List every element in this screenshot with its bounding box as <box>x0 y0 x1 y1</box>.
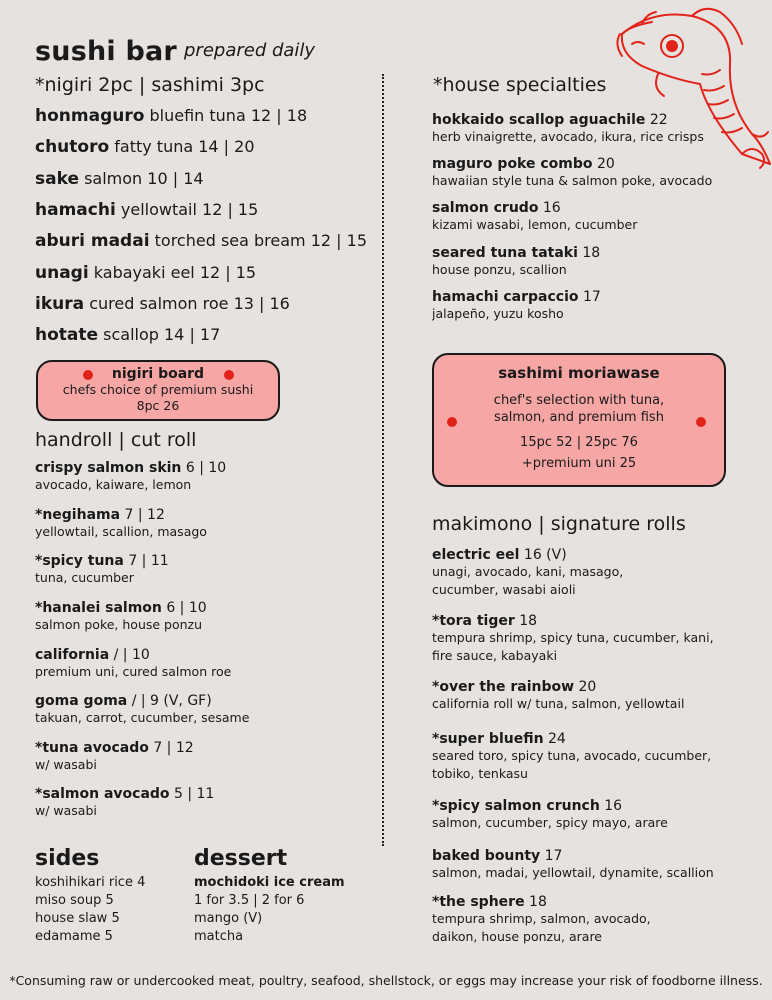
item-description: salmon poke, house ponzu <box>35 617 203 632</box>
dessert-name: mochidoki ice cream <box>194 875 345 890</box>
nigiri-board-price: 8pc 26 <box>136 398 180 413</box>
nigiri-item <box>35 169 204 189</box>
menu-item <box>432 613 714 665</box>
menu-item <box>432 547 623 599</box>
item-description: fire sauce, kabayaki <box>432 648 558 663</box>
moriawase-title: sashimi moriawase <box>498 364 660 382</box>
nigiri-name: chutoro <box>35 137 110 157</box>
nigiri-board-desc: chefs choice of premium sushi <box>62 382 254 397</box>
item-description: seared toro, spicy tuna, avocado, cucumber, <box>432 748 712 763</box>
column-divider <box>382 74 384 846</box>
menu-item <box>432 679 684 713</box>
item-title-line <box>432 245 600 261</box>
nigiri-desc: bluefin tuna 12 | 18 <box>149 106 308 125</box>
item-description: w/ wasabi <box>35 803 97 818</box>
nigiri-name: ikura <box>35 294 85 314</box>
item-name: *hanalei salmon <box>35 600 162 616</box>
moriawase-price: 15pc 52 | 25pc 76 <box>520 435 638 450</box>
menu-item <box>432 112 704 146</box>
nigiri-name: unagi <box>35 263 89 283</box>
item-price: 17 <box>582 289 601 305</box>
nigiri-desc: fatty tuna 14 | 20 <box>114 137 255 156</box>
item-description: tempura shrimp, salmon, avocado, <box>432 911 651 926</box>
item-title-line <box>432 112 704 128</box>
red-dot-icon <box>447 417 457 427</box>
item-price: 7 | 12 <box>153 740 194 756</box>
makimono-heading: makimono | signature rolls <box>432 513 686 535</box>
item-price: / | 9 (V, GF) <box>131 693 212 709</box>
item-description: salmon, cucumber, spicy mayo, arare <box>432 815 668 830</box>
item-name: *spicy tuna <box>35 553 124 569</box>
nigiri-name: aburi madai <box>35 231 150 251</box>
item-price: 24 <box>548 731 566 747</box>
moriawase-uni: +premium uni 25 <box>521 456 637 471</box>
item-name: salmon crudo <box>432 200 539 216</box>
nigiri-item <box>35 325 220 345</box>
dessert-list <box>194 874 345 946</box>
nigiri-desc: kabayaki eel 12 | 15 <box>93 263 257 282</box>
item-price: 5 | 11 <box>173 786 215 802</box>
item-description: house ponzu, scallion <box>432 262 567 277</box>
nigiri-item <box>35 231 367 251</box>
menu-item <box>35 460 226 494</box>
nigiri-name: sake <box>35 169 79 189</box>
nigiri-name: hamachi <box>35 200 116 220</box>
item-title-line <box>432 679 684 695</box>
nigiri-board-title: nigiri board <box>111 366 205 382</box>
item-name: baked bounty <box>432 848 541 864</box>
item-price: 20 <box>578 679 597 695</box>
menu-item <box>35 553 169 587</box>
menu-item <box>432 289 601 323</box>
item-title-line <box>35 740 194 756</box>
menu-item <box>432 200 637 234</box>
item-name: *the sphere <box>432 894 525 910</box>
item-description: daikon, house ponzu, arare <box>432 929 602 944</box>
item-description: w/ wasabi <box>35 757 97 772</box>
menu-subtitle: prepared daily <box>184 40 316 61</box>
item-name: *super bluefin <box>432 731 544 747</box>
item-title-line <box>432 894 651 910</box>
item-price: 18 <box>582 245 601 261</box>
menu-item <box>35 740 194 774</box>
item-price: 6 | 10 <box>166 600 207 616</box>
nigiri-name: honmaguro <box>35 106 145 126</box>
item-price: 16 <box>542 200 561 216</box>
menu-item <box>432 731 711 783</box>
item-name: crispy salmon skin <box>35 460 182 476</box>
item-name: hokkaido scallop aguachile <box>432 112 646 128</box>
moriawase-desc-2: salmon, and premium fish <box>494 410 664 425</box>
side-item: edamame 5 <box>35 929 113 944</box>
nigiri-desc: yellowtail 12 | 15 <box>120 200 259 219</box>
item-description: unagi, avocado, kani, masago, <box>432 564 624 579</box>
item-description: tobiko, tenkasu <box>432 766 528 781</box>
menu-item <box>35 647 231 681</box>
dessert-item: mango (V) <box>194 911 263 926</box>
item-description: salmon, madai, yellowtail, dynamite, scallion <box>432 865 714 880</box>
nigiri-heading: *nigiri 2pc | sashimi 3pc <box>35 74 265 96</box>
red-dot-icon <box>83 370 93 380</box>
item-price: 16 <box>604 798 623 814</box>
item-name: *tora tiger <box>432 613 515 629</box>
nigiri-item <box>35 106 307 126</box>
item-description: herb vinaigrette, avocado, ikura, rice crisps <box>432 129 704 144</box>
moriawase-box <box>432 353 726 487</box>
sides-list <box>35 874 145 946</box>
menu-item <box>432 848 714 882</box>
item-name: seared tuna tataki <box>432 245 578 261</box>
item-title-line <box>432 156 712 172</box>
item-name: *over the rainbow <box>432 679 575 695</box>
nigiri-item <box>35 263 256 283</box>
item-title-line <box>35 553 169 569</box>
item-title-line <box>35 786 214 802</box>
koi-fish-icon <box>612 4 772 172</box>
nigiri-board-box <box>36 360 280 421</box>
nigiri-name: hotate <box>35 325 99 345</box>
item-name: maguro poke combo <box>432 156 593 172</box>
item-price: 22 <box>649 112 668 128</box>
item-price: 7 | 11 <box>128 553 169 569</box>
item-price: 7 | 12 <box>124 507 165 523</box>
menu-item <box>35 600 207 634</box>
nigiri-item <box>35 137 255 157</box>
item-title-line <box>432 289 601 305</box>
dessert-heading: dessert <box>194 846 288 871</box>
item-name: electric eel <box>432 547 520 563</box>
item-title-line <box>432 848 714 864</box>
item-title-line <box>35 507 207 523</box>
item-name: *negihama <box>35 507 121 523</box>
dessert-item: 1 for 3.5 | 2 for 6 <box>194 893 305 908</box>
item-title-line <box>432 613 714 629</box>
item-name: california <box>35 647 110 663</box>
side-item: koshihikari rice 4 <box>35 875 146 890</box>
nigiri-desc: cured salmon roe 13 | 16 <box>89 294 290 313</box>
item-description: yellowtail, scallion, masago <box>35 524 207 539</box>
menu-title: sushi bar <box>35 36 177 67</box>
item-price: / | 10 <box>113 647 150 663</box>
nigiri-desc: torched sea bream 12 | 15 <box>154 231 367 250</box>
item-name: *salmon avocado <box>35 786 170 802</box>
item-name: *spicy salmon crunch <box>432 798 600 814</box>
moriawase-desc-1: chef's selection with tuna, <box>493 393 665 408</box>
item-description: avocado, kaiware, lemon <box>35 477 192 492</box>
item-name: hamachi carpaccio <box>432 289 579 305</box>
specialties-heading: *house specialties <box>433 74 607 96</box>
item-description: tempura shrimp, spicy tuna, cucumber, kani, <box>432 630 714 645</box>
item-title-line <box>35 693 249 709</box>
item-price: 18 <box>529 894 547 910</box>
item-name: goma goma <box>35 693 128 709</box>
menu-item <box>432 894 651 946</box>
item-price: 6 | 10 <box>185 460 227 476</box>
item-price: 16 (V) <box>523 547 567 563</box>
menu-item <box>35 786 214 820</box>
nigiri-item <box>35 200 258 220</box>
item-description: premium uni, cured salmon roe <box>35 664 232 679</box>
item-description: tuna, cucumber <box>35 570 134 585</box>
side-item: miso soup 5 <box>35 893 114 908</box>
item-title-line <box>35 600 207 616</box>
menu-item <box>35 507 207 541</box>
menu-item <box>432 156 712 190</box>
red-dot-icon <box>696 417 706 427</box>
nigiri-item <box>35 294 290 314</box>
item-description: california roll w/ tuna, salmon, yellowtail <box>432 696 685 711</box>
handroll-heading: handroll | cut roll <box>35 429 197 451</box>
item-title-line <box>432 798 668 814</box>
nigiri-desc: scallop 14 | 17 <box>103 325 221 344</box>
item-price: 17 <box>544 848 563 864</box>
item-name: *tuna avocado <box>35 740 149 756</box>
item-title-line <box>35 460 226 476</box>
item-description: cucumber, wasabi aioli <box>432 582 576 597</box>
item-title-line <box>432 200 637 216</box>
item-price: 18 <box>519 613 538 629</box>
nigiri-desc: salmon 10 | 14 <box>84 169 204 188</box>
health-disclaimer: *Consuming raw or undercooked meat, poultry, seafood, shellstock, or eggs may increase your risk of foodborne illness. <box>9 973 763 988</box>
sides-heading: sides <box>35 846 100 871</box>
menu-item <box>432 798 668 832</box>
item-title-line <box>432 731 711 747</box>
item-price: 20 <box>596 156 615 172</box>
item-title-line <box>432 547 623 563</box>
menu-item <box>432 245 600 279</box>
item-description: kizami wasabi, lemon, cucumber <box>432 217 638 232</box>
red-dot-icon <box>224 370 234 380</box>
item-title-line <box>35 647 231 663</box>
menu-item <box>35 693 249 727</box>
item-description: takuan, carrot, cucumber, sesame <box>35 710 250 725</box>
dessert-item: matcha <box>194 929 244 944</box>
item-description: jalapeño, yuzu kosho <box>432 306 564 321</box>
item-description: hawaiian style tuna & salmon poke, avocado <box>432 173 713 188</box>
side-item: house slaw 5 <box>35 911 120 926</box>
